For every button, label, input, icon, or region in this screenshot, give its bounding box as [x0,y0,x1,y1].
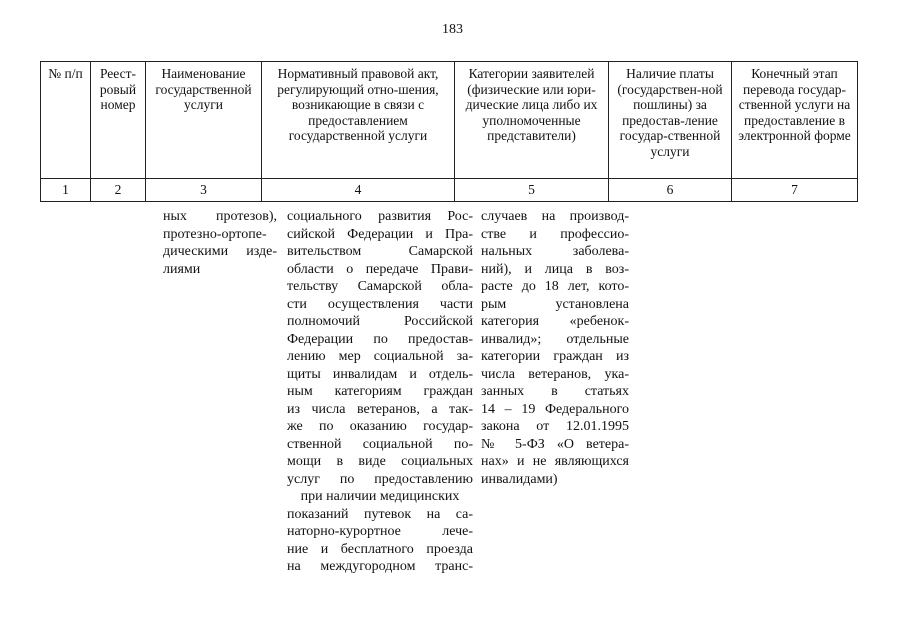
text-line: сти осуществления части [287,296,473,312]
text-line: ных протезов), [163,209,277,224]
text-line: же по оказанию государ- [287,419,473,434]
text-line: инвалидами) [481,471,558,487]
text-line: вительством Самарской [287,244,473,259]
text-line: при наличии медицинских [300,489,460,504]
text-line: случаев на производ- [481,209,629,224]
text-line: закона от 12.01.1995 [481,419,629,434]
text-line: ний), и лица в воз- [481,261,629,277]
column-numbers-row [41,179,858,202]
text-line: наторно-курортное лече- [287,524,473,539]
continuation-legal-act [287,208,473,576]
text-line: категория «ребенок- [481,314,629,329]
text-line: 14 – 19 Федерального [481,401,629,417]
text-line: лиями [163,261,201,277]
text-line: тельству Самарской обла- [287,279,473,294]
continuation-service-name [163,208,277,278]
column-number: 7 [732,179,858,202]
text-line: услуг по предоставлению [287,471,473,487]
text-line: мощи в виде социальных [287,454,473,469]
column-number: 4 [262,179,455,202]
text-line: Федерации по предостав- [287,331,473,347]
services-table [40,61,858,202]
text-line: области о передаче Прави- [287,261,473,277]
text-line: полномочий Российской [287,314,473,329]
text-line: ние и бесплатного проезда [287,541,473,557]
text-line: ным категориям граждан [287,384,473,399]
header-fee: Наличие платы (государствен-ной пошлины) за предостав-ление государ-ственной услуги [609,62,732,179]
column-number: 6 [609,179,732,202]
text-line: № 5-ФЗ «О ветера- [481,436,629,452]
text-line: занных в статьях [481,384,629,399]
column-number: 1 [41,179,91,202]
text-line: категории граждан из [481,349,629,364]
header-final-stage: Конечный этап перевода государ-ственной услуги на предоставление в электронной форме [732,62,858,179]
text-line: ственной социальной по- [287,436,473,452]
text-line: сийской Федерации и Пра- [287,226,473,242]
text-line: стве и профессио- [481,226,629,242]
header-number: № п/п [41,62,91,179]
column-number: 3 [146,179,262,202]
text-line: рым установлена [481,296,629,312]
text-line: инвалид»; отдельные [481,331,629,347]
text-line: нальных заболева- [481,244,629,259]
text-line: числа ветеранов, ука- [481,366,629,382]
header-applicant-categories: Категории заявителей (физические или юри-дические лица либо их уполномоченные представители) [455,62,609,179]
text-line: социального развития Рос- [287,209,473,224]
text-line: расте до 18 лет, кото- [481,279,629,294]
page-number: 183 [442,22,463,37]
text-line: щиты инвалидам и отдель- [287,366,473,382]
header-legal-act: Нормативный правовой акт, регулирующий отно-шения, возникающие в связи с предоставлением государственной услуги [262,62,455,179]
text-line: дическими изде- [163,244,277,259]
continuation-applicant-categories [481,208,629,488]
column-number: 2 [91,179,146,202]
header-registry-number: Реест-ровый номер [91,62,146,179]
header-service-name: Наименование государственной услуги [146,62,262,179]
text-line: лению мер социальной за- [287,349,473,364]
header-row [41,62,858,179]
text-line: на междугородном транс- [287,559,473,574]
column-number: 5 [455,179,609,202]
text-line: протезно-ортопе- [163,226,267,242]
text-line: нах» и не являющихся [481,454,629,469]
text-line: показаний путевок на са- [287,506,473,522]
text-line: из числа ветеранов, а так- [287,401,473,417]
